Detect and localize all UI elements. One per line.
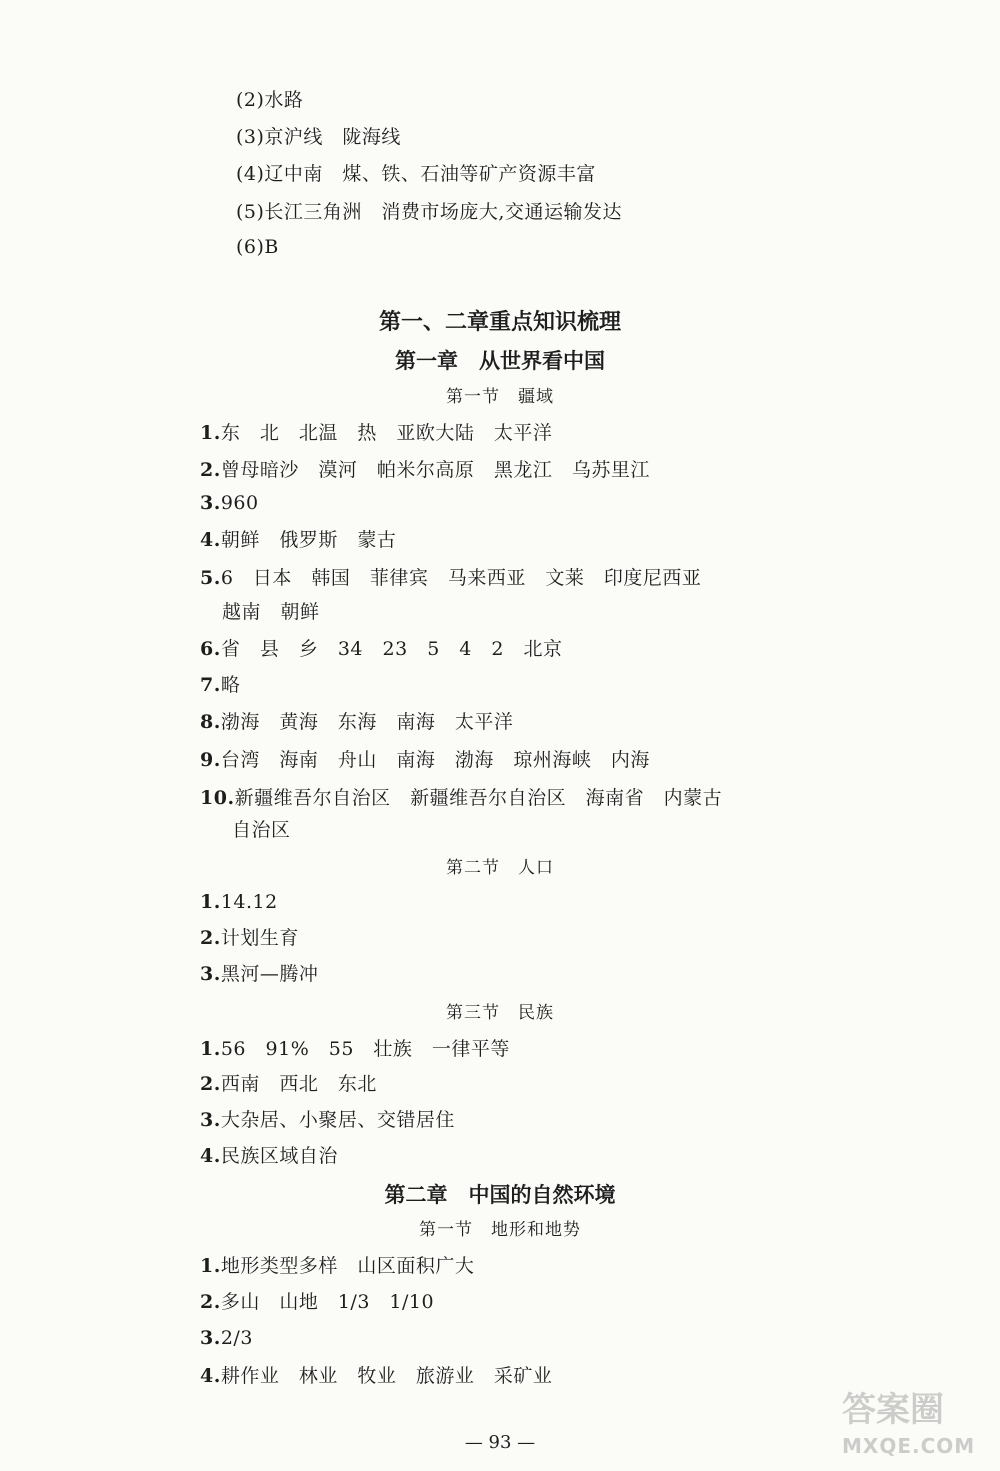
list-item [200, 1144, 338, 1168]
item-number: 2. [200, 927, 221, 949]
item-text: 台湾 海南 舟山 南海 渤海 琼州海峡 内海 [220, 749, 650, 771]
list-item [200, 1364, 552, 1388]
list-item [200, 491, 259, 515]
item-number: 7. [200, 674, 221, 696]
main-title: 第一、二章重点知识梳理 [378, 310, 621, 335]
answer-line-3: (3)京沪线 陇海线 [236, 126, 401, 148]
item-text: 朝鲜 俄罗斯 蒙古 [220, 529, 397, 551]
item-number: 2. [200, 1073, 221, 1095]
list-item [200, 1108, 455, 1132]
item-number: 8. [200, 711, 221, 733]
item-text: 黑河—腾冲 [220, 963, 319, 985]
watermark-logo [842, 1390, 992, 1464]
page-number: — 93 — [464, 1432, 536, 1453]
section-1-1-title: 第一节 疆域 [446, 387, 554, 407]
item-number: 1. [200, 1038, 221, 1060]
list-item [200, 1254, 474, 1278]
list-item [200, 458, 650, 482]
list-item [200, 786, 722, 810]
list-item [200, 926, 299, 950]
item-text: 960 [220, 492, 259, 514]
section-2-1-title: 第一节 地形和地势 [419, 1220, 581, 1240]
item-text: 多山 山地 1/3 1/10 [220, 1291, 435, 1313]
item-number: 2. [200, 1291, 221, 1313]
item-text: 曾母暗沙 漠河 帕米尔高原 黑龙江 乌苏里江 [220, 459, 650, 481]
list-item [200, 1290, 434, 1314]
item-text: 计划生育 [220, 927, 299, 949]
item-number: 6. [200, 638, 221, 660]
watermark-text-en: MXQE.COM [842, 1434, 976, 1458]
list-item [200, 673, 240, 697]
list-item [200, 528, 396, 552]
section-1-3-title: 第三节 民族 [446, 1003, 554, 1023]
list-item [200, 710, 513, 734]
item-number: 4. [200, 1145, 221, 1167]
list-item [200, 637, 562, 661]
list-item [200, 1037, 510, 1061]
list-item [200, 566, 701, 590]
item-number: 9. [200, 749, 221, 771]
item-number: 3. [200, 1327, 221, 1349]
item-text: 省 县 乡 34 23 5 4 2 北京 [220, 638, 563, 660]
answer-line-4: (4)辽中南 煤、铁、石油等矿产资源丰富 [236, 163, 596, 185]
item-text: 6 日本 韩国 菲律宾 马来西亚 文莱 印度尼西亚 [220, 567, 702, 589]
item-text: 西南 西北 东北 [220, 1073, 377, 1095]
item-number: 4. [200, 529, 221, 551]
item-text: 渤海 黄海 东海 南海 太平洋 [220, 711, 514, 733]
item-number: 2. [200, 459, 221, 481]
list-item-continuation: 自治区 [232, 819, 291, 841]
list-item [200, 1326, 253, 1350]
watermark-text-cn: 答案圈 [842, 1390, 944, 1430]
item-number: 3. [200, 963, 221, 985]
list-item-continuation: 越南 朝鲜 [222, 601, 320, 623]
list-item [200, 890, 278, 914]
item-number: 5. [200, 567, 221, 589]
list-item [200, 962, 318, 986]
answer-line-6: (6)B [236, 236, 279, 258]
item-number: 1. [200, 422, 221, 444]
item-number: 4. [200, 1365, 221, 1387]
item-text: 地形类型多样 山区面积广大 [220, 1255, 475, 1277]
list-item [200, 748, 650, 772]
list-item [200, 1072, 377, 1096]
item-text: 新疆维吾尔自治区 新疆维吾尔自治区 海南省 内蒙古 [234, 787, 723, 809]
list-item [200, 421, 552, 445]
answer-line-5: (5)长江三角洲 消费市场庞大,交通运输发达 [236, 201, 622, 223]
item-text: 略 [220, 674, 241, 696]
item-number: 3. [200, 1109, 221, 1131]
chapter-2-title: 第二章 中国的自然环境 [384, 1183, 616, 1207]
item-number: 1. [200, 891, 221, 913]
answer-line-2: (2)水路 [236, 89, 304, 111]
item-text: 2/3 [220, 1327, 253, 1349]
item-number: 3. [200, 492, 221, 514]
item-number: 10. [200, 787, 235, 809]
item-text: 东 北 北温 热 亚欧大陆 太平洋 [220, 422, 553, 444]
section-1-2-title: 第二节 人口 [446, 858, 554, 878]
item-number: 1. [200, 1255, 221, 1277]
item-text: 民族区域自治 [220, 1145, 338, 1167]
item-text: 耕作业 林业 牧业 旅游业 采矿业 [220, 1365, 553, 1387]
item-text: 56 91% 55 壮族 一律平等 [220, 1038, 510, 1060]
chapter-1-title: 第一章 从世界看中国 [395, 349, 605, 373]
item-text: 大杂居、小聚居、交错居住 [220, 1109, 455, 1131]
item-text: 14.12 [220, 891, 278, 913]
